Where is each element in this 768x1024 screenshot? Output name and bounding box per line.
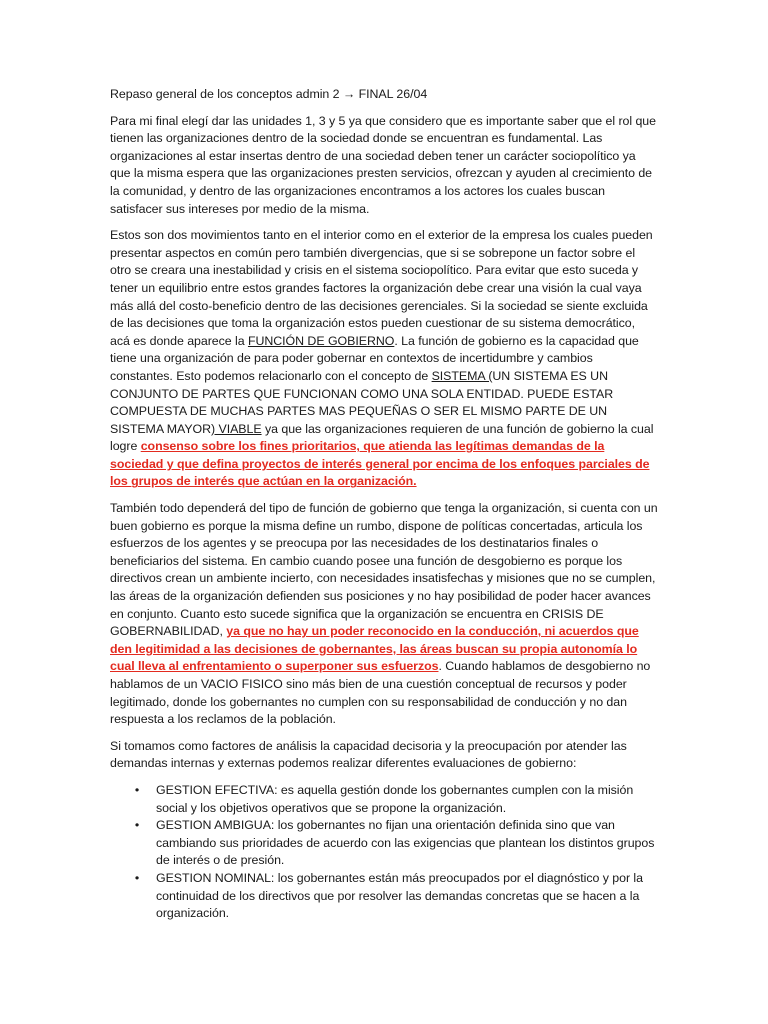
paragraph-text: Estos son dos movimientos tanto en el interior como en el exterior de la empresa los cuales pueden presentar aspectos en común pero también divergencias, que si se sobrepone un factor sobre el otro se creara una inestabilidad y crisis en el sistema sociopolítico. Para evitar que esto suceda y tener un equilibrio entre estos grandes factores la organización debe crear una visión la cual vaya más allá del costo-beneficio dentro de las decisiones gerenciales. Si la sociedad se siente excluida de las decisiones que toma la organización estos pueden cuestionar de su sistema democrático, acá es donde aparece la	[110, 228, 653, 348]
paragraph-intro: Para mi final elegí dar las unidades 1, 3 y 5 ya que considero que es importante saber que el rol que tienen las organizaciones dentro de la sociedad donde se encuentran es fundamental. Las organizaciones al estar insertas dentro de una sociedad deben tener un carácter sociopolítico ya que la misma espera que las organizaciones presten servicios, ofrezcan y ayuden al crecimiento de la comunidad, y dentro de las organizaciones encontramos a los actores los cuales buscan satisfacer sus intereses por medio de la misma.	[110, 113, 656, 216]
list-item-text: GESTION NOMINAL: los gobernantes están más preocupados por el diagnóstico y por la continuidad de los directivos que por resolver las demandas concretas que se hacen a la organización.	[156, 870, 643, 921]
sistema-definition: UN SISTEMA ES UN CONJUNTO DE PARTES QUE FUNCIONAN COMO UNA SOLA ENTIDAD. PUEDE ESTAR COMPUESTA DE MUCHAS PARTES MAS PEQUEÑAS O SER EL MISMO PARTE DE UN SISTEMA MAYOR	[110, 368, 614, 436]
bullet-icon: •	[134, 782, 140, 797]
paragraph-text: . La función de gobierno es la capacidad que tiene una organización de para poder gobernar en contextos de incertidumbre y cambios constantes. Esto podemos relacionarlo con el concepto de	[110, 333, 639, 383]
highlighted-red-text: consenso sobre los fines prioritarios, que atienda las legítimas demandas de la sociedad y que defina proyectos de interés general por encima de los enfoques parciales de los grupos de interés que actúan en la organización.	[110, 439, 650, 489]
bullet-icon: •	[134, 818, 140, 833]
paragraph-text: También todo dependerá del tipo de función de gobierno que tenga la organización, si cuenta con un buen gobierno es porque la misma define un rumbo, dispone de políticas concertadas, articula los esfuerzos de los agentes y se preocupa por las necesidades de los destinatarios finales o beneficiarios del sistema. En cambio cuando posee una función de desgobierno es porque los directivos crean un ambiente incierto, con necesidades insatisfechas y misiones que no se cumplen, las áreas de la organización defienden sus posiciones y no hay posibilidad de poder hacer avances en conjunto. Cuanto esto sucede significa que la organización se encuentra en CRISIS DE GOBERNABILIDAD,	[110, 501, 658, 639]
paragraph-desgobierno	[110, 500, 658, 729]
list-item-text: GESTION AMBIGUA: los gobernantes no fijan una orientación definida sino que van cambiando sus prioridades de acuerdo con las exigencias que plantean los distintos grupos de interés o de presión.	[156, 818, 655, 868]
gestion-list	[110, 782, 658, 923]
paragraph-text: ya que las organizaciones requieren de una función de gobierno la cual logre	[110, 421, 654, 454]
viable-term: ) VIABLE	[211, 421, 262, 436]
sistema-term: SISTEMA (	[431, 368, 493, 383]
paragraph-text: . Cuando hablamos de desgobierno no hablamos de un VACIO FISICO sino más bien de una cuestión conceptual de recursos y poder legitimado, donde los gobernantes no cumplen con su responsabilidad de conducción y no dan respuesta a los reclamos de la población.	[110, 659, 651, 727]
highlighted-red-text: ya que no hay un poder reconocido en la conducción, ni acuerdos que den legitimidad a las decisiones de gobernantes, las áreas buscan su propia autonomía lo cual lleva al enfrentamiento o superponer sus esfuerzos	[110, 624, 639, 674]
list-item	[134, 870, 658, 923]
list-item-text: GESTION EFECTIVA: es aquella gestión donde los gobernantes cumplen con la misión social y los objetivos operativos que se propone la organización.	[156, 782, 634, 815]
document-title: Repaso general de los conceptos admin 2 → FINAL 26/04	[110, 87, 428, 101]
list-item	[134, 782, 658, 817]
list-item	[134, 817, 658, 870]
funcion-de-gobierno-term: FUNCIÓN DE GOBIERNO	[247, 333, 395, 348]
paragraph-evaluaciones: Si tomamos como factores de análisis la capacidad decisoria y la preocupación por atender las demandas internas y externas podemos realizar diferentes evaluaciones de gobierno:	[110, 738, 627, 771]
document-body	[110, 86, 658, 923]
paragraph-gobierno	[110, 227, 658, 491]
bullet-icon: •	[134, 870, 140, 885]
